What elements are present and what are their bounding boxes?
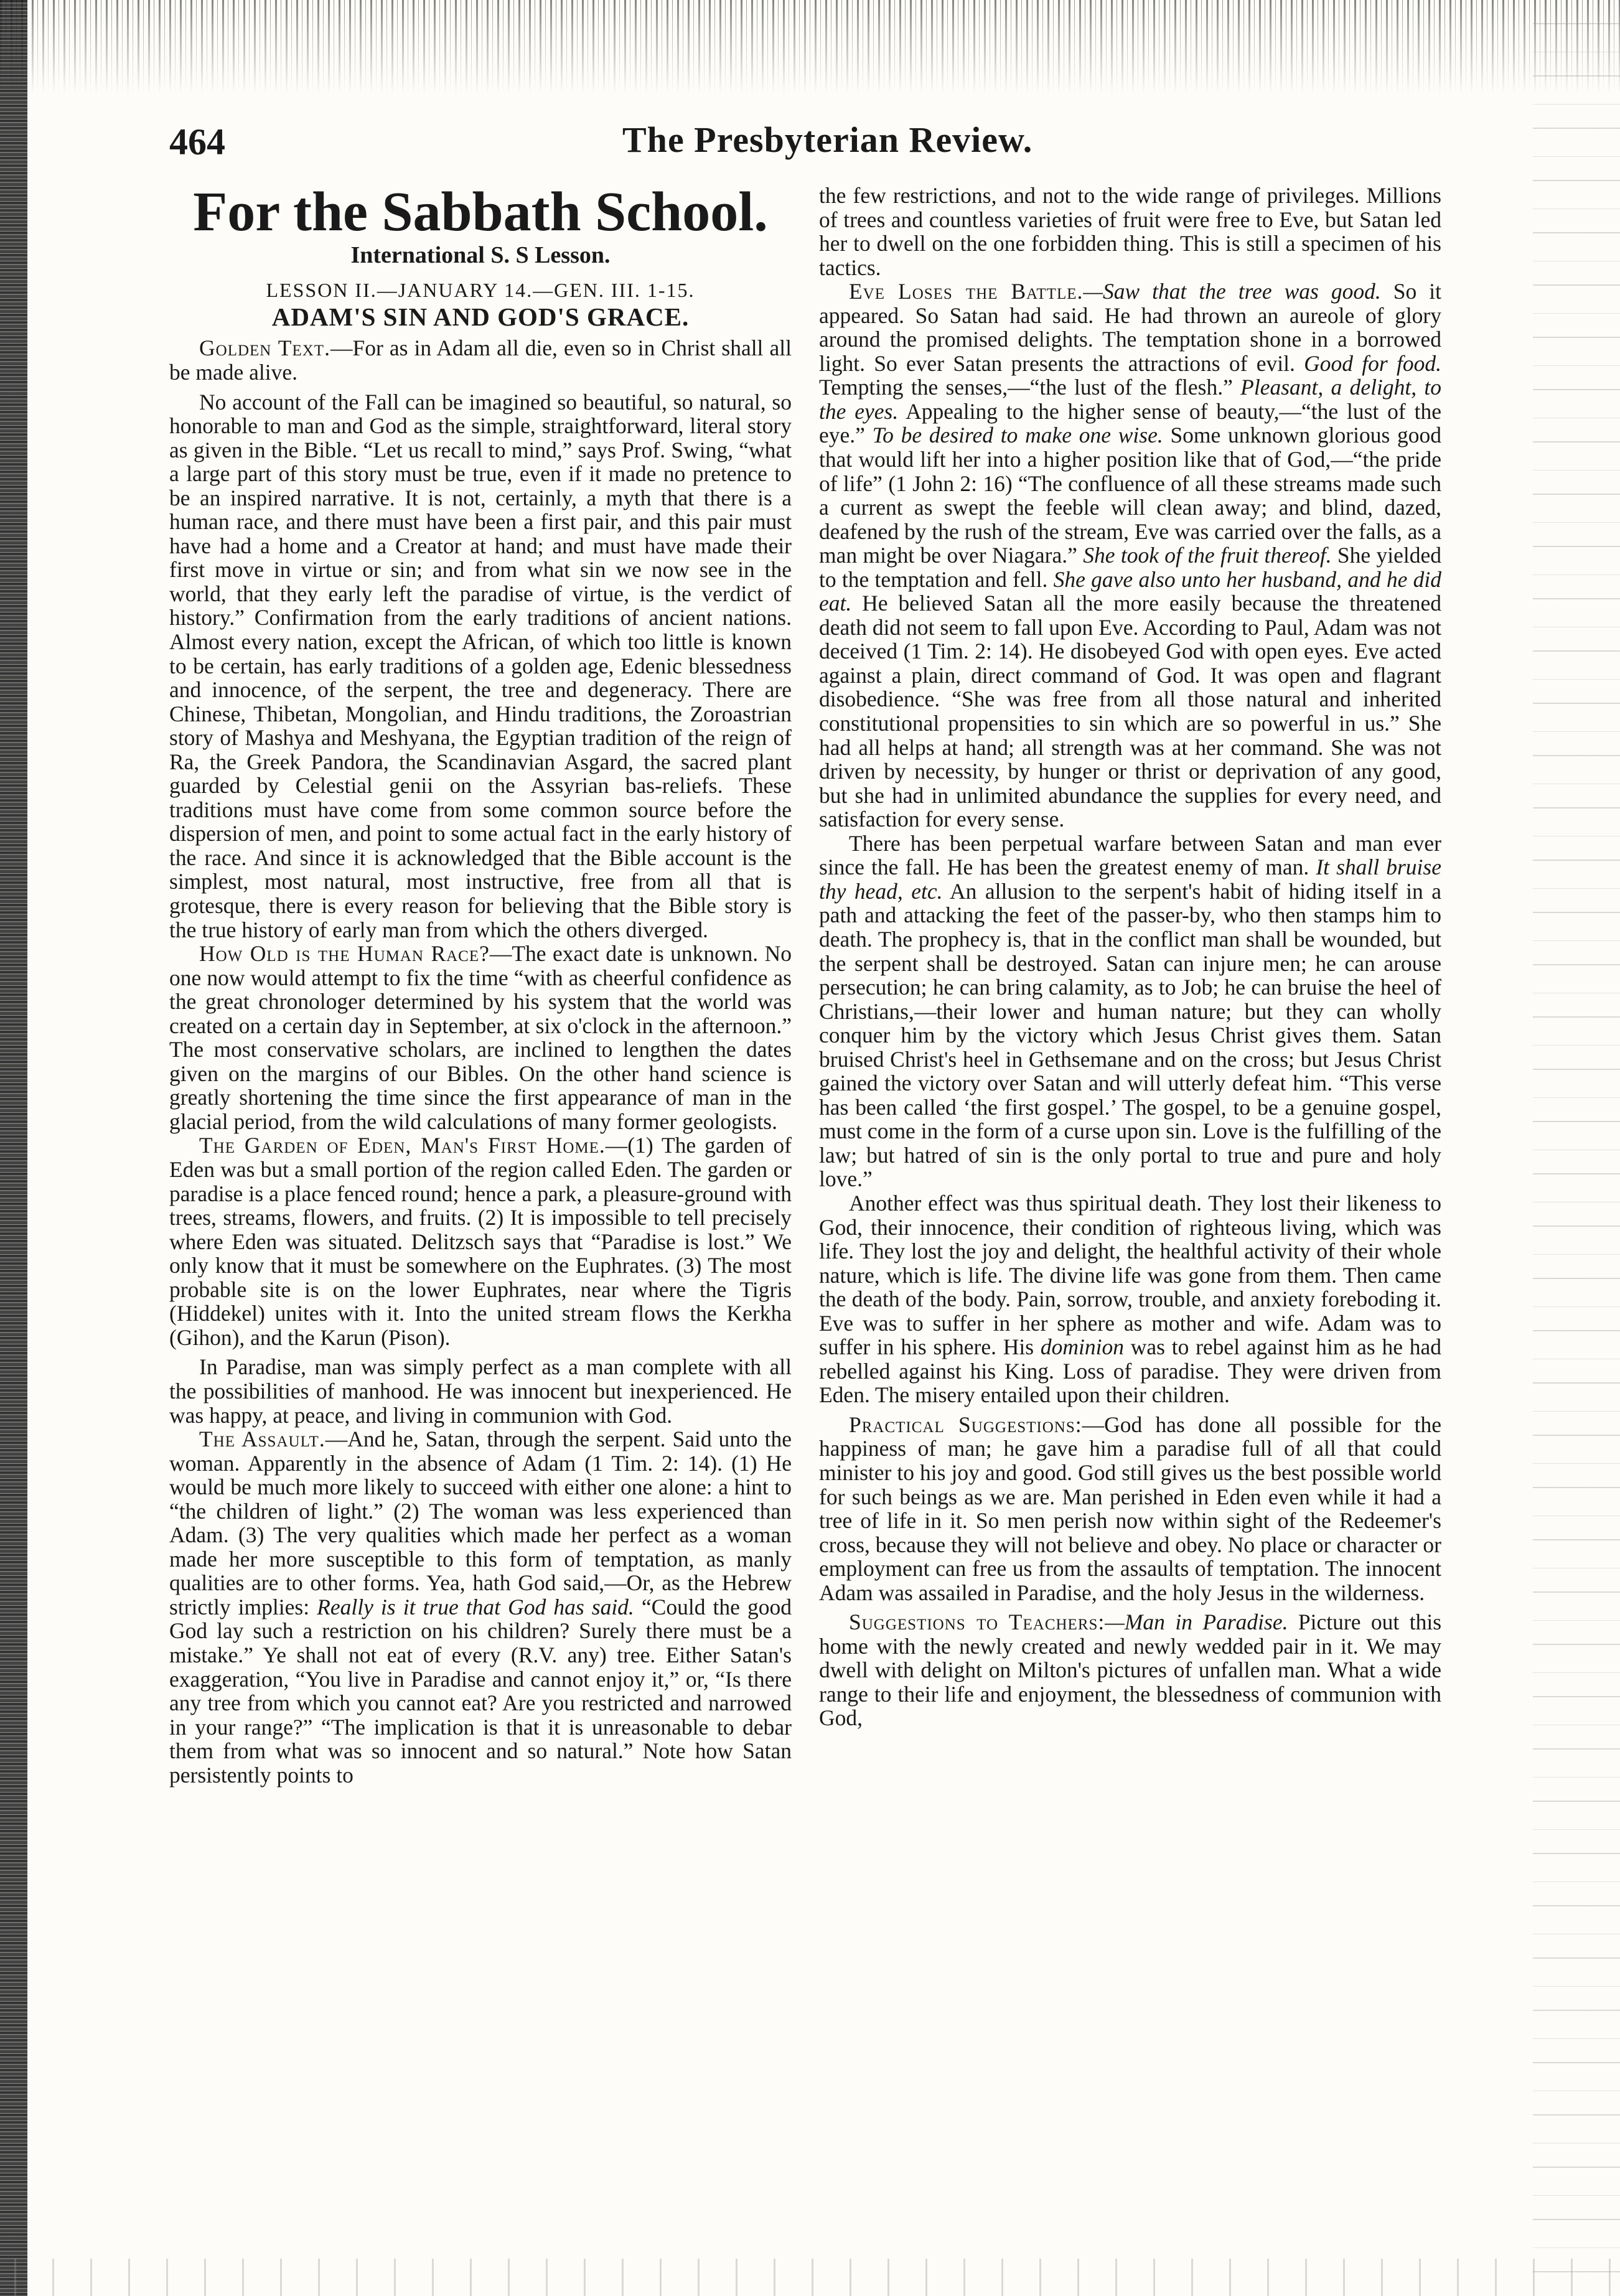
eve-quote-4: To be desired to make one wise.	[872, 423, 1163, 448]
teachers-heading: Suggestions to Teachers:	[849, 1610, 1105, 1635]
teachers-text: Picture out this home with the newly created and newly wedded pair in it. We may dwell with delight on Milton's pictures of unfallen man. What a wide range to their life and enjoyment, the blessedness of communion with God,	[819, 1610, 1442, 1731]
death-quote: dominion	[1040, 1334, 1124, 1360]
teachers-quote: —Man in Paradise.	[1105, 1610, 1288, 1635]
eve-quote-1: —Saw that the tree was good.	[1083, 279, 1381, 304]
left-column	[169, 181, 792, 1788]
practical-paragraph	[819, 1413, 1441, 1605]
right-column	[819, 184, 1441, 1730]
assault-text: —And he, Satan, through the serpent. Said unto the woman. Apparently in the absence of Adam (1 Tim. 2: 14). (1) He would be much more likely to succeed with either one alone: a hint to “the children of light.” (2) The woman was less experienced than Adam. (3) The very qualities which made her perfect as a woman made her more susceptible to this form of temptation, as manly qualities are to other forms. Yea, hath God said,—Or, as the Hebrew strictly implies:	[169, 1427, 792, 1619]
teachers-paragraph	[819, 1610, 1441, 1730]
page-number: 464	[169, 121, 225, 162]
eve-heading: Eve Loses the Battle.	[849, 279, 1084, 304]
eve-text-1: So it appeared. So Satan had said. He had thrown an aureole of glory around the promised delights. The temptation shone in a borrowed light. So ever Satan presents the attractions of evil.	[819, 279, 1441, 376]
how-old-heading: How Old is the Human Race?	[199, 941, 490, 967]
scan-noise-bottom	[0, 2259, 1620, 2296]
assault-text-2: “Could the good God lay such a restriction on his children? Surely there must be a mistake.” Ye shall not eat of every (R.V. any) tree. Either Satan's exaggeration, “You live in Paradise and cannot enjoy it,” or, “Is there any tree from which you cannot eat? Are you restricted and narrowed in your range?” “The implication is that it is unreasonable to debar them from what was so innocent and so natural.” Note how Satan persistently points to	[169, 1594, 792, 1788]
how-old-text: —The exact date is unknown. No one now would attempt to fix the time “with as cheerful confidence as the great chronologer determined by his system that the world was created on a certain day in September, at six o'clock in the afternoon.” The most conservative scholars, are inclined to lengthen the dates given on the margins of our Bibles. On the other hand science is greatly shortening the time since the first appearance of man in the glacial period, from the wild calculations of many former geologists.	[169, 941, 792, 1134]
garden-paragraph	[169, 1133, 792, 1349]
article-subtitle: International S. S Lesson.	[350, 241, 611, 268]
death-paragraph	[819, 1191, 1441, 1407]
warfare-paragraph	[819, 832, 1441, 1191]
eve-text-6: He believed Satan all the more easily because the threatened death did not seem to fall upon Eve. According to Paul, Adam was not deceived (1 Tim. 2: 14). He disobeyed God with open eyes. Eve acted against a plain, direct command of God. It was open and flagrant disobedience. “She was free from all those natural and inherited constitutional propensities to sin which are so powerful in us.” She had all helps at hand; all strength was at her command. She was not driven by necessity, by hunger or thrist or deprivation of any good, but she had in unlimited abundance the supplies for every need, and satisfaction for every sense.	[819, 591, 1441, 832]
assault-quote: Really is it true that God has said.	[317, 1594, 634, 1619]
warfare-text-1: There has been perpetual warfare between Satan and man ever since the fall. He has been the greatest enemy of man.	[819, 830, 1441, 880]
lesson-title: ADAM'S SIN AND GOD'S GRACE.	[271, 302, 690, 331]
how-old-paragraph	[169, 942, 792, 1133]
assault-heading: The Assault.	[199, 1427, 325, 1452]
lesson-reference: LESSON II.—JANUARY 14.—GEN. III. 1-15.	[266, 279, 695, 302]
eve-quote-6: She gave also unto her husband, and he did eat.	[819, 566, 1442, 616]
eve-quote-5: She took of the fruit thereof.	[1083, 543, 1332, 568]
eve-text-3: Appealing to the higher sense of beauty,—“the lust of the eye.”	[819, 398, 1441, 448]
continued-paragraph: the few restrictions, and not to the wide range of privileges. Millions of trees and countless varieties of fruit were free to Eve, but Satan led her to dwell on the one forbidden thing. This is still a specimen of his tactics.	[819, 183, 1441, 280]
golden-text: —For as in Adam all die, even so in Christ shall all be made alive.	[169, 335, 792, 385]
eve-paragraph	[819, 279, 1441, 832]
intro-paragraph: No account of the Fall can be imagined so beautiful, so natural, so honorable to man and God as the simple, straightforward, literal story as given in the Bible. “Let us recall to mind,” says Prof. Swing, “what a large part of this story must be true, even if it made no pretence to be an inspired narrative. It is not, certainly, a myth that there is a human race, and there must have been a first pair, and this pair must have had a home and a Creator at hand; and must have made their first move in virtue or sin; and from what sin we now see in the world, that they early left the paradise of virtue, is the verdict of history.” Confirmation from the early traditions of ancient nations. Almost every nation, except the African, of which too little is known to be certain, has early traditions of a golden age, Edenic blessedness and innocence, of the serpent, the tree and degeneracy. There are Chinese, Thibetan, Mongolian, and Hindu traditions, the Zoroastrian story of Mashya and Meshyana, the Egyptian tradition of the reign of Ra, the Greek Pandora, the Scandinavian Asgard, the sacred plant guarded by Celestial genii on the Assyrian bas-reliefs. These traditions must have come from some common source before the dispersion of men, and point to some actual fact in the early history of the race. And since it is acknowledged that the Bible account is the simplest, most natural, most instructive, free from all that is grotesque, there is every reason for believing that the Bible story is the true history of early man from which the others diverged.	[169, 389, 792, 942]
running-head: The Presbyterian Review.	[622, 119, 1033, 160]
article-title: For the Sabbath School.	[193, 181, 768, 243]
death-text-2: was to rebel against him as he had rebelled against his King. Loss of paradise. They were driven from Eden. The misery entailed upon their children.	[819, 1334, 1441, 1408]
eve-quote-2: Good for food.	[1304, 350, 1441, 376]
death-text-1: Another effect was thus spiritual death. They lost their likeness to God, their innocence, their condition of righteous living, which was life. They lost the joy and delight, the healthful activity of their whole nature, which is life. The divine life was gone from them. Then came the death of the body. Pain, sorrow, trouble, and anxiety foreboding it. Eve was to suffer in her sphere as mother and wife. Adam was to suffer in his sphere. His	[819, 1190, 1441, 1360]
eve-text-5: She yielded to the temptation and fell.	[819, 543, 1441, 592]
warfare-quote: It shall bruise thy head, etc.	[819, 855, 1441, 904]
scan-noise-right	[1533, 0, 1620, 2296]
assault-paragraph	[169, 1427, 792, 1787]
eve-text-2: Tempting the senses,—“the lust of the flesh.”	[819, 375, 1233, 400]
garden-heading: The Garden of Eden, Man's First Home.	[199, 1133, 606, 1158]
scan-noise-top	[0, 0, 1620, 93]
paradise-paragraph: In Paradise, man was simply perfect as a man complete with all the possibilities of manhood. He was innocent but inexperienced. He was happy, at peace, and living in communion with God.	[169, 1354, 792, 1428]
golden-text-paragraph	[169, 336, 792, 384]
eve-quote-3: Pleasant, a delight, to the eyes.	[819, 375, 1441, 424]
scan-noise-left	[0, 0, 27, 2296]
garden-text: —(1) The garden of Eden was but a small portion of the region called Eden. The garden or paradise is a place fenced round; hence a park, a pleasure-ground with trees, streams, flowers, and fruits. (2) It is impossible to tell precisely where Eden was situated. Delitzsch says that “Paradise is lost.” We only know that it must be somewhere on the Euphrates. (3) The most probable site is on the lower Euphrates, near where the Tigris (Hiddekel) unites with it. Into the united stream flows the Kerkha (Gihon), and the Karun (Pison).	[169, 1133, 792, 1350]
practical-heading: Practical Suggestions:	[849, 1412, 1082, 1437]
golden-text-lead: Golden Text.	[199, 335, 330, 361]
practical-text: —God has done all possible for the happiness of man; he gave him a paradise full of all that could minister to his joy and good. God still gives us the best possible world for such beings as we are. Man perished in Eden even while it had a tree of life in it. So men perish now within sight of the Redeemer's cross, because they will not believe and obey. No place or character or employment can free us from the assaults of temptation. The innocent Adam was assailed in Paradise, and the holy Jesus in the wilderness.	[819, 1412, 1442, 1605]
eve-text-4: Some unknown glorious good that would lift her into a higher position like that of God,—“the pride of life” (1 John 2: 16) “The confluence of all these streams made such a current as swept the feeble will clean away; and blind, dazed, deafened by the rush of the stream, Eve was carried over the falls, as a man might be over Niagara.”	[819, 423, 1441, 568]
warfare-text-2: An allusion to the serpent's habit of hiding itself in a path and attacking the feet of the passer-by, who then stamps him to death. The prophecy is, that in the conflict man shall be wounded, but the serpent shall be destroyed. Satan can injure men; he can arouse persecution; he can bring calamity, as to Job; he can bruise the heel of Christians,—their lower and human nature; but they can wholly conquer him by the victory which Jesus Christ gives them. Satan bruised Christ's heel in Gethsemane and on the cross; but Jesus Christ gained the victory over Satan and will utterly defeat him. “This verse has been called ‘the first gospel.’ The gospel, to be a genuine gospel, must come in the form of a curse upon sin. Love is the fulfilling of the law; but hatred of sin is the only portal to true and pure and holy love.”	[819, 878, 1441, 1192]
